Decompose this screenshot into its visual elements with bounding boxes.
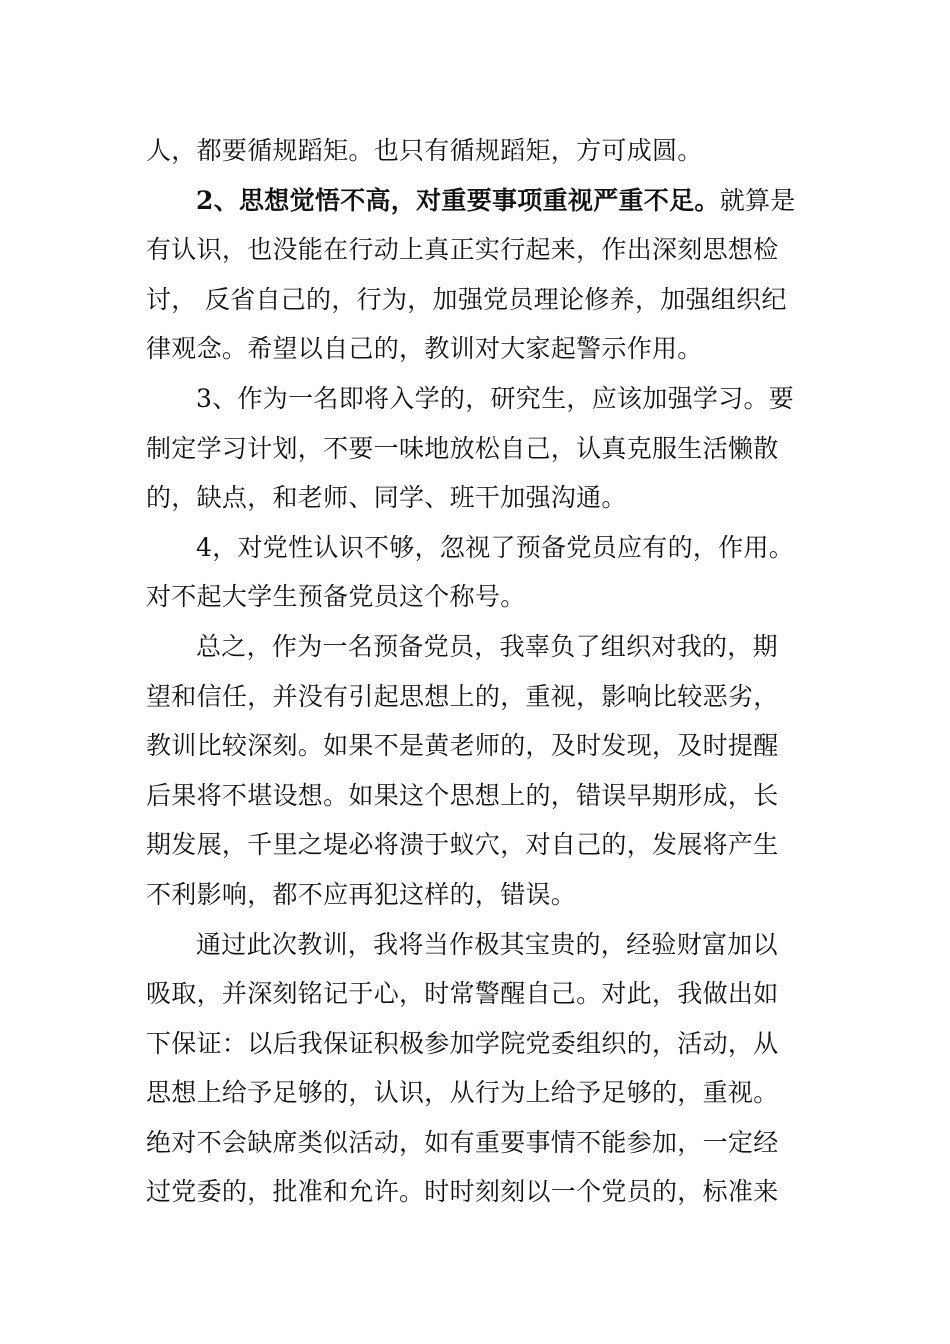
text-line: 讨， 反省自己的，行为，加强党员理论修养，加强组织纪 — [146, 284, 787, 314]
text-line: 绝对不会缺席类似活动，如有重要事情不能参加，一定经 — [146, 1127, 779, 1157]
text-line: 人，都要循规蹈矩。也只有循规蹈矩，方可成圆。 — [146, 136, 703, 165]
text-line: 的，缺点，和老师、同学、班干加强沟通。 — [146, 483, 627, 513]
text-line: 期发展，千里之堤必将溃于蚁穴，对自己的，发展将产生 — [146, 830, 779, 860]
text-line: 有认识，也没能在行动上真正实行起来，作出深刻思想检 — [146, 235, 779, 265]
document-body — [146, 126, 810, 1217]
line-text: 就算是 — [719, 185, 796, 215]
text-line: 过党委的，批准和允许。时时刻刻以一个党员的，标准来 — [146, 1177, 779, 1207]
text-line: 制定学习计划，不要一味地放松自己，认真克服生活懒散 — [146, 433, 779, 463]
text-line: 下保证：以后我保证积极参加学院党委组织的，活动，从 — [146, 1028, 779, 1058]
text-line: 后果将不堪设想。如果这个思想上的，错误早期形成，长 — [146, 780, 779, 810]
text-line: 4，对党性认识不够，忽视了预备党员应有的，作用。 — [196, 532, 795, 562]
bold-heading: 2、思想觉悟不高，对重要事项重视严重不足。 — [196, 185, 720, 215]
text-line: 通过此次教训，我将当作极其宝贵的，经验财富加以 — [196, 929, 778, 959]
text-line: 思想上给予足够的，认识，从行为上给予足够的，重视。 — [146, 1078, 779, 1108]
text-line: 总之，作为一名预备党员，我辜负了组织对我的，期 — [196, 631, 778, 661]
text-line: 对不起大学生预备党员这个称号。 — [146, 582, 526, 612]
text-line: 望和信任，并没有引起思想上的，重视，影响比较恶劣， — [146, 681, 779, 711]
text-line: 不利影响，都不应再犯这样的，错误。 — [146, 879, 577, 909]
text-line: 教训比较深刻。如果不是黄老师的，及时发现，及时提醒 — [146, 731, 779, 761]
text-line: 3、作为一名即将入学的，研究生，应该加强学习。要 — [196, 383, 795, 413]
text-line — [146, 176, 810, 226]
text-line: 律观念。希望以自己的，教训对大家起警示作用。 — [146, 334, 703, 364]
text-line: 吸取，并深刻铭记于心，时常警醒自己。对此，我做出如 — [146, 979, 779, 1009]
